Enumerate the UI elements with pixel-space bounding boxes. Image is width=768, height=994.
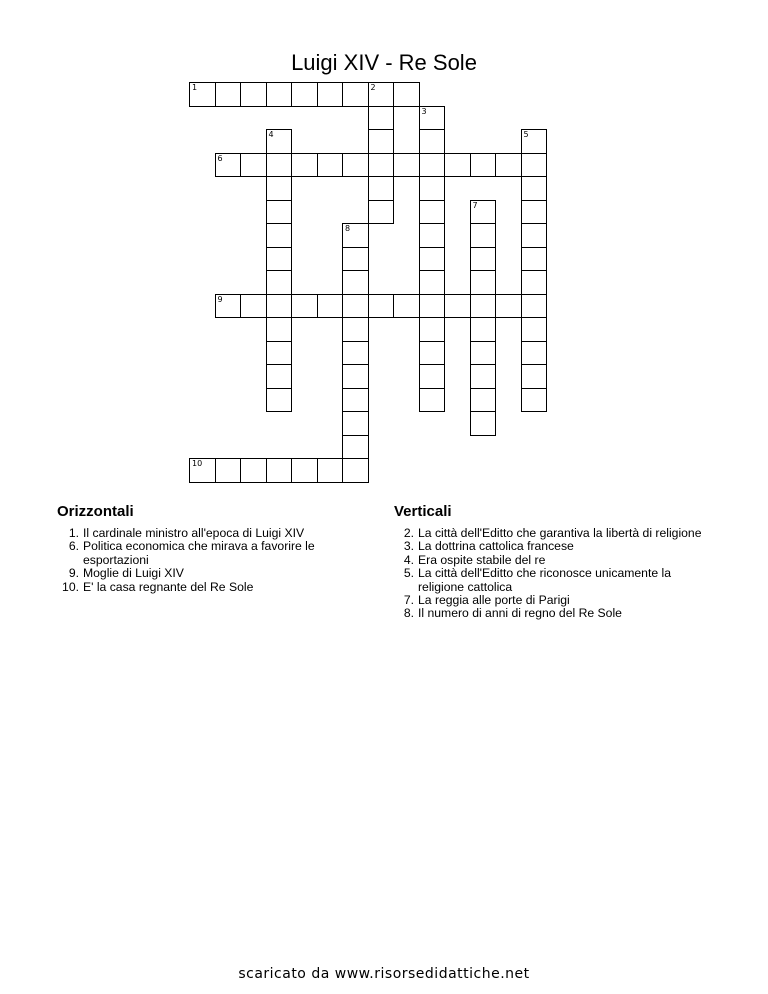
cell-number: 1 — [192, 83, 198, 92]
crossword-cell[interactable] — [419, 294, 446, 319]
clue-item — [61, 581, 371, 594]
crossword-cell[interactable] — [240, 294, 267, 319]
crossword-cell[interactable] — [419, 153, 446, 178]
crossword-cell[interactable] — [521, 176, 548, 201]
crossword-cell[interactable] — [419, 270, 446, 295]
clue-number: 2. — [403, 526, 414, 540]
cell-number: 3 — [421, 106, 427, 116]
crossword-cell[interactable] — [419, 247, 446, 272]
down-clue-list — [396, 527, 716, 621]
crossword-cell[interactable] — [521, 341, 548, 366]
crossword-cell[interactable] — [470, 341, 497, 366]
crossword-cell[interactable] — [470, 294, 497, 319]
clue-item — [396, 607, 716, 620]
crossword-cell[interactable] — [521, 388, 548, 413]
crossword-cell[interactable] — [521, 223, 548, 248]
crossword-cell[interactable] — [470, 223, 497, 248]
crossword-cell[interactable] — [368, 294, 395, 319]
crossword-cell[interactable] — [470, 364, 497, 389]
crossword-cell[interactable] — [342, 153, 369, 178]
crossword-cell[interactable] — [266, 388, 293, 413]
crossword-cell[interactable] — [368, 106, 395, 131]
crossword-cell[interactable] — [266, 270, 293, 295]
crossword-cell[interactable] — [266, 129, 293, 154]
crossword-cell[interactable] — [240, 458, 267, 483]
cell-number: 4 — [268, 130, 274, 139]
crossword-cell[interactable] — [342, 247, 369, 272]
crossword-cell[interactable] — [342, 341, 369, 366]
crossword-cell[interactable] — [342, 388, 369, 413]
clue-number: 7. — [403, 593, 414, 608]
crossword-cell[interactable] — [266, 82, 293, 107]
crossword-cell[interactable] — [495, 294, 522, 319]
crossword-cell[interactable] — [444, 294, 471, 319]
crossword-cell[interactable] — [266, 294, 293, 319]
crossword-cell[interactable] — [240, 82, 267, 107]
clue-number: 5. — [403, 566, 414, 581]
clue-text: Il numero di anni di regno del Re Sole — [418, 606, 622, 621]
crossword-cell[interactable] — [317, 294, 344, 319]
crossword-cell[interactable] — [189, 458, 216, 483]
crossword-cell[interactable] — [342, 294, 369, 319]
crossword-cell[interactable] — [521, 200, 548, 225]
clue-item — [396, 554, 716, 567]
crossword-cell[interactable] — [215, 294, 242, 319]
clue-text: Era ospite stabile del re — [418, 552, 546, 567]
cell-number: 9 — [217, 294, 223, 304]
clue-item — [396, 567, 716, 594]
clue-item — [396, 527, 716, 540]
crossword-cell[interactable] — [521, 364, 548, 389]
clue-number: 8. — [403, 606, 414, 621]
crossword-cell[interactable] — [419, 223, 446, 248]
crossword-cell[interactable] — [470, 317, 497, 342]
crossword-cell[interactable] — [419, 341, 446, 366]
crossword-cell[interactable] — [495, 153, 522, 178]
crossword-cell[interactable] — [342, 435, 369, 460]
crossword-cell[interactable] — [240, 153, 267, 178]
crossword-cell[interactable] — [266, 200, 293, 225]
crossword-cell[interactable] — [419, 106, 446, 131]
crossword-cell[interactable] — [266, 153, 293, 178]
clue-text: La città dell'Editto che garantiva la libertà di religione — [418, 526, 702, 540]
crossword-cell[interactable] — [291, 294, 318, 319]
clue-text: Il cardinale ministro all'epoca di Luigi XIV — [83, 526, 305, 540]
cell-number: 7 — [472, 200, 478, 210]
clue-text: La reggia alle porte di Parigi — [418, 593, 570, 608]
clue-text: La città dell'Editto che riconosce unicamente la religione cattolica — [418, 566, 671, 594]
crossword-cell[interactable] — [470, 200, 497, 225]
crossword-cell[interactable] — [393, 82, 420, 107]
crossword-cell[interactable] — [266, 317, 293, 342]
down-heading: Verticali — [394, 503, 452, 520]
crossword-cell[interactable] — [291, 153, 318, 178]
clue-text: Moglie di Luigi XIV — [83, 566, 184, 581]
crossword-cell[interactable] — [266, 247, 293, 272]
crossword-cell[interactable] — [317, 153, 344, 178]
crossword-cell[interactable] — [521, 294, 548, 319]
crossword-cell[interactable] — [521, 317, 548, 342]
crossword-cell[interactable] — [419, 176, 446, 201]
cell-number: 8 — [345, 224, 351, 233]
cell-number: 6 — [217, 153, 223, 163]
crossword-cell[interactable] — [342, 223, 369, 248]
crossword-cell[interactable] — [342, 82, 369, 107]
crossword-cell[interactable] — [266, 176, 293, 201]
crossword-cell[interactable] — [419, 317, 446, 342]
crossword-cell[interactable] — [470, 270, 497, 295]
across-heading: Orizzontali — [57, 503, 134, 520]
page-title: Luigi XIV - Re Sole — [291, 50, 477, 75]
footer-credit: scaricato da www.risorsedidattiche.net — [238, 966, 530, 982]
clue-item — [61, 567, 371, 580]
clue-number: 9. — [68, 566, 79, 581]
crossword-cell[interactable] — [393, 294, 420, 319]
crossword-cell[interactable] — [317, 458, 344, 483]
crossword-cell[interactable] — [368, 129, 395, 154]
crossword-cell[interactable] — [368, 153, 395, 178]
cell-number: 5 — [523, 130, 529, 139]
crossword-cell[interactable] — [393, 153, 420, 178]
crossword-cell[interactable] — [419, 200, 446, 225]
clue-number: 6. — [68, 539, 79, 554]
clue-item — [61, 527, 371, 540]
crossword-cell[interactable] — [342, 364, 369, 389]
crossword-cell[interactable] — [368, 200, 395, 225]
crossword-cell[interactable] — [419, 364, 446, 389]
clue-number: 1. — [68, 526, 79, 540]
crossword-cell[interactable] — [342, 411, 369, 436]
crossword-cell[interactable] — [521, 270, 548, 295]
crossword-cell[interactable] — [368, 176, 395, 201]
clue-number: 10. — [62, 579, 79, 594]
across-clue-list — [61, 527, 371, 594]
crossword-cell[interactable] — [189, 82, 216, 107]
clue-number: 4. — [403, 552, 414, 567]
crossword-cell[interactable] — [470, 388, 497, 413]
crossword-cell[interactable] — [266, 223, 293, 248]
crossword-cell[interactable] — [342, 458, 369, 483]
crossword-cell[interactable] — [521, 129, 548, 154]
clue-number: 3. — [403, 539, 414, 554]
crossword-cell[interactable] — [215, 458, 242, 483]
crossword-cell[interactable] — [521, 247, 548, 272]
crossword-cell[interactable] — [368, 82, 395, 107]
clue-text: E' la casa regnante del Re Sole — [83, 579, 254, 594]
cell-number: 10 — [192, 459, 203, 468]
clue-text: La dottrina cattolica francese — [418, 539, 574, 554]
crossword-cell[interactable] — [266, 341, 293, 366]
clue-item — [61, 540, 371, 567]
crossword-cell[interactable] — [266, 364, 293, 389]
clue-item — [396, 540, 716, 553]
crossword-cell[interactable] — [521, 153, 548, 178]
crossword-cell[interactable] — [470, 153, 497, 178]
crossword-cell[interactable] — [419, 388, 446, 413]
clue-item — [396, 594, 716, 607]
crossword-cell[interactable] — [470, 247, 497, 272]
clue-text: Politica economica che mirava a favorire le esportazioni — [83, 539, 315, 567]
crossword-cell[interactable] — [291, 458, 318, 483]
crossword-cell[interactable] — [444, 153, 471, 178]
crossword-cell[interactable] — [215, 153, 242, 178]
crossword-cell[interactable] — [342, 270, 369, 295]
crossword-cell[interactable] — [342, 317, 369, 342]
crossword-cell[interactable] — [419, 129, 446, 154]
cell-number: 2 — [370, 83, 376, 92]
crossword-cell[interactable] — [291, 82, 318, 107]
crossword-cell[interactable] — [317, 82, 344, 107]
crossword-cell[interactable] — [215, 82, 242, 107]
crossword-cell[interactable] — [266, 458, 293, 483]
crossword-cell[interactable] — [470, 411, 497, 436]
